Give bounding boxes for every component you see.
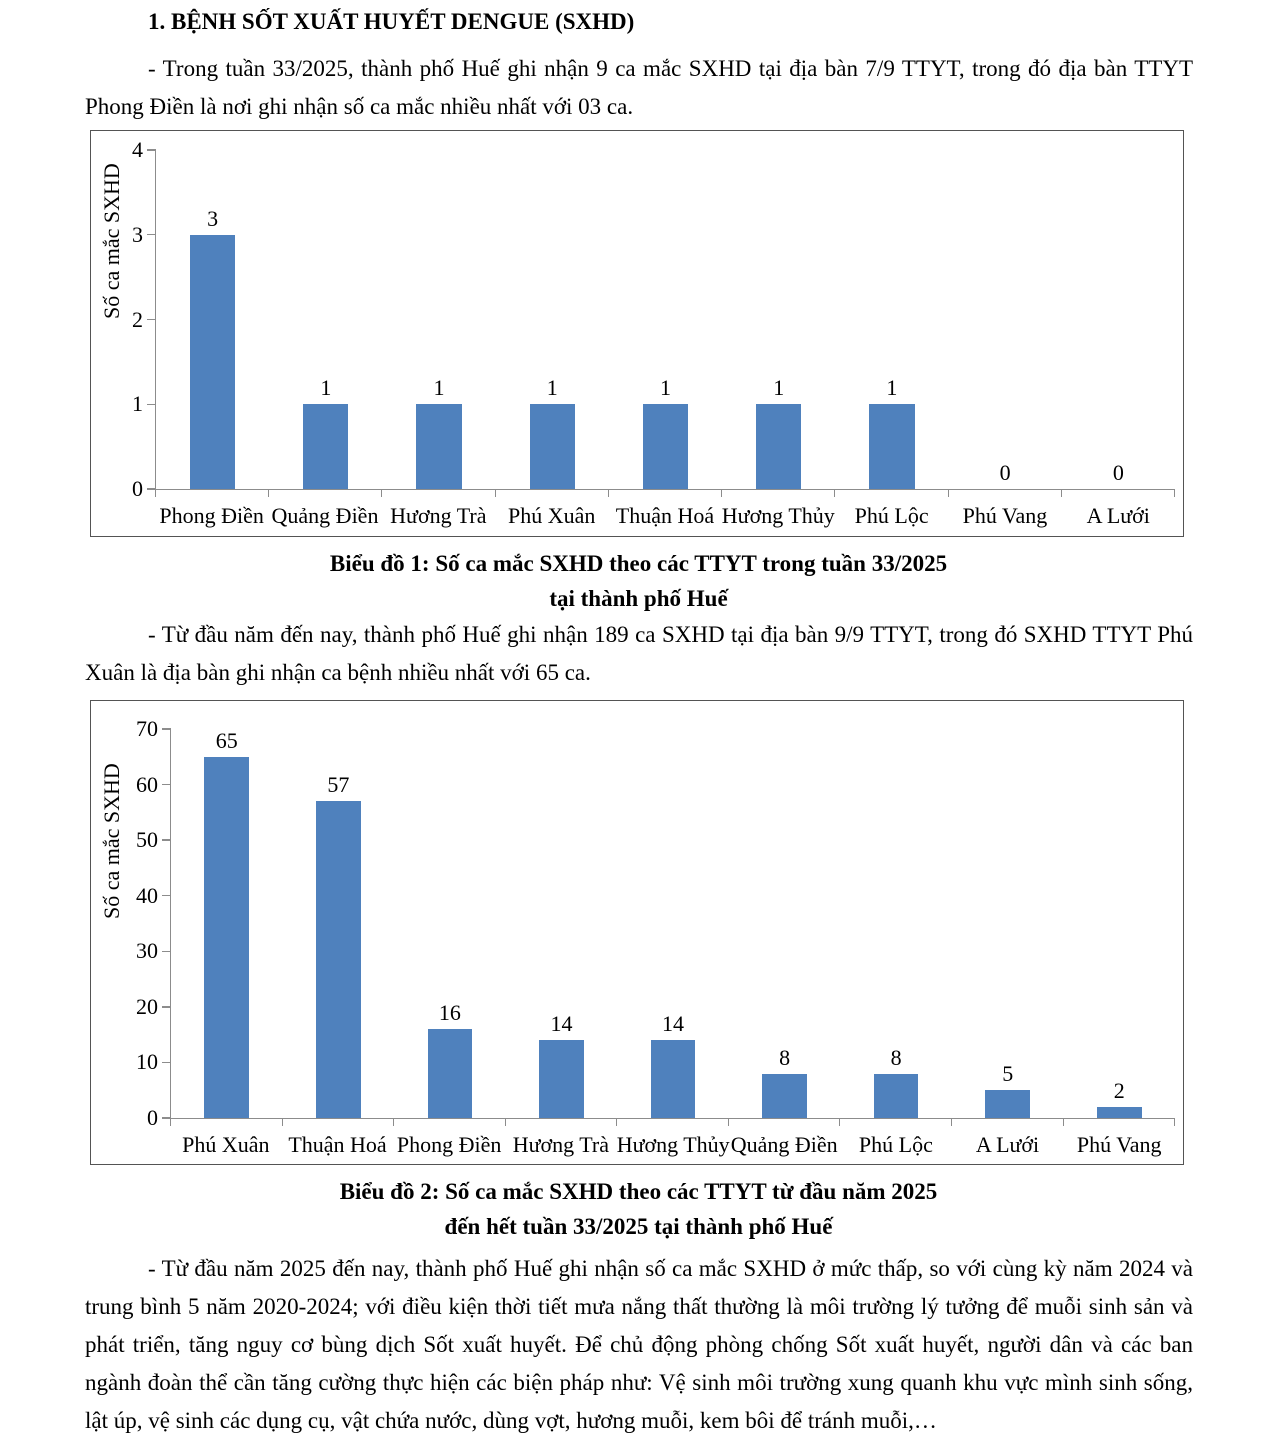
y-axis-title: Số ca mắc SXHD [99, 763, 124, 919]
x-tick-cell [171, 1119, 283, 1126]
y-tick-label: 3 [132, 221, 143, 247]
bar-value-label: 5 [1002, 1061, 1014, 1087]
x-tick-cell [609, 490, 722, 497]
x-tick-row [170, 1119, 1175, 1126]
bar-value-label: 14 [662, 1011, 685, 1037]
bar-cell [840, 729, 952, 1118]
plot-area [136, 716, 1175, 1130]
chart-2-caption [85, 1174, 1192, 1244]
y-tick-mark [132, 137, 156, 162]
x-tick-cell [382, 490, 495, 497]
category-label: Phong Điền [159, 503, 264, 528]
bar-value-label: 14 [550, 1011, 573, 1037]
bars [171, 729, 1175, 1118]
bar [190, 235, 235, 489]
category-label: Hương Trà [390, 503, 487, 528]
bar-value-label: 0 [999, 460, 1011, 485]
y-tick-label: 40 [136, 882, 158, 908]
bar-cell [156, 150, 269, 489]
x-tick-cell [156, 490, 269, 497]
bar [530, 404, 575, 489]
bar-value-label: 1 [659, 375, 671, 401]
chart-2-caption-line2: đến hết tuần 33/2025 tại thành phố Huế [444, 1214, 833, 1239]
y-tick-mark [136, 827, 171, 853]
y-tick-label: 60 [136, 771, 158, 797]
bar-cell [835, 150, 948, 489]
bar-value-label: 2 [1113, 1077, 1125, 1103]
y-tick-label: 50 [136, 827, 158, 853]
x-tick-cell [1062, 490, 1175, 497]
bar-value-label: 1 [773, 375, 785, 401]
bar-value-label: 1 [546, 375, 558, 401]
x-tick-cell [283, 1119, 395, 1126]
x-tick-cell [835, 490, 948, 497]
paragraph-week-summary: - Trong tuần 33/2025, thành phố Huế ghi nhận 9 ca mắc SXHD tại địa bàn 7/9 TTYT, trong đó địa bàn TTYT Phong Điền là nơi ghi nhận số ca mắc nhiều nhất với 03 ca. [85, 56, 1193, 119]
bar-cell [1062, 150, 1175, 489]
bar-cell [283, 729, 395, 1118]
bar [428, 1029, 473, 1118]
x-tick-cell [729, 1119, 841, 1126]
bar-cell [394, 729, 506, 1118]
x-tick-cell [496, 490, 609, 497]
x-tick-cell [840, 1119, 952, 1126]
bar-cell [1064, 729, 1176, 1118]
bar-cell [722, 150, 835, 489]
bar [756, 404, 801, 489]
x-tick-cell [952, 1119, 1064, 1126]
y-tick-mark [132, 221, 156, 247]
y-tick-mark [132, 306, 156, 332]
y-tick-label: 70 [136, 716, 158, 741]
y-tick-mark [136, 1049, 171, 1075]
category-label: A Lưới [1086, 503, 1150, 528]
bar-value-label: 3 [207, 205, 219, 231]
y-tick-label: 0 [147, 1104, 158, 1130]
y-tick-mark [136, 882, 171, 908]
category-label: A Lưới [975, 1132, 1040, 1157]
x-tick-cell [722, 490, 835, 497]
bar [874, 1074, 919, 1118]
category-label: Quảng Điền [730, 1132, 838, 1157]
y-tick-label: 2 [132, 306, 143, 332]
bar-cell [269, 150, 382, 489]
y-tick-mark [136, 993, 171, 1019]
category-labels [155, 503, 1175, 529]
y-tick-mark [132, 391, 156, 417]
bar [416, 404, 461, 489]
y-axis-title: Số ca mắc SXHD [99, 163, 124, 319]
category-label: Hương Thủy [721, 503, 835, 528]
paragraph-ytd-summary: - Từ đầu năm đến nay, thành phố Huế ghi nhận 189 ca SXHD tại địa bàn 9/9 TTYT, trong đó SXHD TTYT Phú Xuân là địa bàn ghi nhận ca bệnh nhiều nhất với 65 ca. [85, 622, 1193, 685]
bar-cell [496, 150, 609, 489]
category-label: Thuận Hoá [615, 503, 715, 528]
x-tick-cell [394, 1119, 506, 1126]
category-label: Quảng Điền [271, 503, 379, 528]
chart-2-caption-line1: Biểu đồ 2: Số ca mắc SXHD theo các TTYT từ đầu năm 2025 [339, 1179, 938, 1204]
x-tick-row [155, 490, 1175, 497]
category-label: Phú Xuân [507, 503, 596, 528]
x-tick-cell [506, 1119, 618, 1126]
bar [985, 1090, 1030, 1118]
section-heading: 1. BỆNH SỐT XUẤT HUYẾT DENGUE (SXHD) [148, 9, 635, 34]
x-tick-cell [949, 490, 1062, 497]
bar-cell [506, 729, 618, 1118]
bar-value-label: 8 [779, 1044, 791, 1070]
category-label: Phú Vang [1076, 1132, 1162, 1157]
category-label: Phú Lộc [858, 1132, 933, 1157]
x-tick-cell [269, 490, 382, 497]
y-tick-label: 30 [136, 938, 158, 964]
bar-value-label: 8 [890, 1044, 902, 1070]
paragraph-assessment: - Từ đầu năm 2025 đến nay, thành phố Huế ghi nhận số ca mắc SXHD ở mức thấp, so với cùng kỳ năm 2024 và trung bình 5 năm 2020-2024; với điều kiện thời tiết mưa nắng thất thường là môi trường lý tưởng để muỗi sinh sản và phát triển, tăng nguy cơ bùng dịch Sốt xuất huyết. Để chủ động phòng chống Sốt xuất huyết, người dân và các ban ngành đoàn thể cần tăng cường thực hiện các biện pháp như: Vệ sinh môi trường xung quanh khu vực mình sinh sống, lật úp, vệ sinh các dụng cụ, vật chứa nước, dùng vợt, hương muỗi, kem bôi để tránh muỗi,… [85, 1256, 1193, 1433]
x-tick-cell [617, 1119, 729, 1126]
bar [762, 1074, 807, 1118]
bar-cell [617, 729, 729, 1118]
bars [156, 150, 1175, 489]
category-label: Phong Điền [396, 1132, 502, 1157]
chart-2-sxhd-ytd [90, 700, 1184, 1165]
bar-value-label: 0 [1112, 460, 1124, 485]
category-label: Phú Vang [962, 503, 1048, 528]
bar-value-label: 1 [886, 375, 898, 401]
bar-value-label: 65 [215, 727, 238, 753]
chart-1-caption [85, 546, 1192, 616]
y-tick-label: 20 [136, 993, 158, 1019]
bar-value-label: 1 [433, 375, 445, 401]
chart-1-sxhd-week [90, 130, 1184, 537]
y-tick-label: 1 [132, 391, 143, 417]
bar [316, 801, 361, 1118]
y-tick-label: 10 [136, 1049, 158, 1075]
category-label: Phú Lộc [854, 503, 929, 528]
bar [204, 757, 249, 1118]
bar [539, 1040, 584, 1118]
bar [643, 404, 688, 489]
category-labels [170, 1132, 1175, 1158]
bar-cell [952, 729, 1064, 1118]
category-label: Hương Trà [512, 1132, 609, 1157]
y-tick-mark [136, 938, 171, 964]
chart-1-caption-line1: Biểu đồ 1: Số ca mắc SXHD theo các TTYT trong tuần 33/2025 [329, 551, 948, 576]
y-tick-label: 0 [132, 475, 143, 501]
bar-cell [382, 150, 495, 489]
category-label: Hương Thủy [616, 1132, 730, 1157]
bar-cell [729, 729, 841, 1118]
y-tick-mark [136, 716, 171, 741]
bar [303, 404, 348, 489]
y-tick-label: 4 [132, 137, 143, 162]
bar-value-label: 57 [327, 772, 350, 798]
bar-value-label: 16 [438, 1000, 461, 1026]
bar-value-label: 1 [320, 375, 332, 401]
bar [869, 404, 914, 489]
plot-area [132, 137, 1175, 501]
chart-1-caption-line2: tại thành phố Huế [549, 586, 728, 611]
category-label: Thuận Hoá [288, 1132, 387, 1157]
bar [651, 1040, 696, 1118]
bar [1097, 1107, 1142, 1118]
category-label: Phú Xuân [182, 1132, 270, 1157]
bar-cell [171, 729, 283, 1118]
y-tick-mark [136, 771, 171, 797]
bar-cell [949, 150, 1062, 489]
bar-cell [609, 150, 722, 489]
x-tick-cell [1064, 1119, 1176, 1126]
